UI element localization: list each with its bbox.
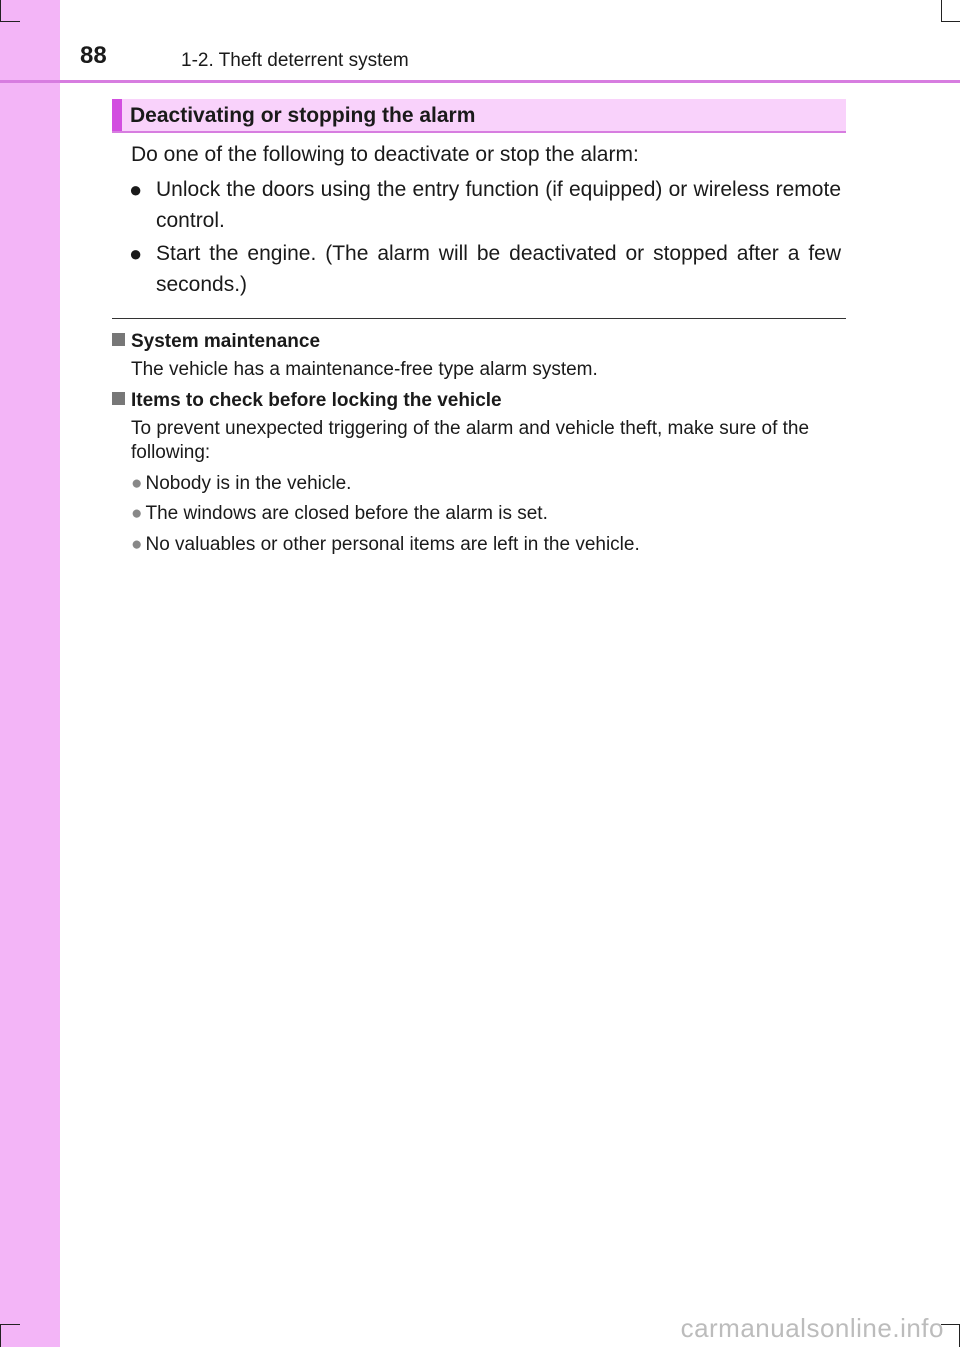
- bullet-icon: ●: [129, 177, 143, 202]
- note-text-maintenance: The vehicle has a maintenance-free type alarm system.: [131, 359, 598, 380]
- bullet-icon: ●: [131, 503, 143, 524]
- list-item-text: No valuables or other personal items are left in the vehicle.: [145, 534, 640, 555]
- list-item: [131, 534, 640, 556]
- list-item: [131, 503, 548, 525]
- note-heading-checks: [112, 390, 502, 412]
- list-item-text: Nobody is in the vehicle.: [145, 473, 352, 494]
- crop-mark: [0, 1324, 20, 1325]
- crop-mark: [941, 21, 960, 22]
- crop-mark: [0, 0, 1, 22]
- list-item: [129, 238, 841, 300]
- section-header: [112, 99, 846, 133]
- note-heading-text: System maintenance: [131, 331, 321, 352]
- list-item: [129, 174, 841, 236]
- note-heading-text: Items to check before locking the vehicle: [131, 390, 502, 411]
- list-item-text: Unlock the doors using the entry function (if equipped) or wireless remote control.: [156, 178, 841, 232]
- running-head: 1-2. Theft deterrent system: [181, 50, 409, 71]
- header-rule: [0, 80, 960, 83]
- section-title: Deactivating or stopping the alarm: [130, 104, 476, 127]
- bullet-icon: ●: [131, 534, 143, 555]
- section-header-accent: [112, 99, 122, 131]
- crop-mark: [0, 1324, 1, 1347]
- bullet-icon: ●: [129, 241, 143, 266]
- list-item: [131, 473, 351, 495]
- list-item-text: The windows are closed before the alarm is set.: [145, 503, 548, 524]
- page-header: [0, 0, 960, 82]
- note-text-checks: To prevent unexpected triggering of the alarm and vehicle theft, make sure of the following:: [131, 418, 810, 463]
- square-bullet-icon: [112, 392, 125, 405]
- section-divider: [112, 318, 846, 319]
- section-intro: Do one of the following to deactivate or stop the alarm:: [131, 143, 639, 166]
- watermark: carmanualsonline.info: [680, 1313, 944, 1343]
- page-number: 88: [80, 42, 107, 69]
- note-heading-maintenance: [112, 331, 320, 353]
- crop-mark: [0, 21, 20, 22]
- list-item-text: Start the engine. (The alarm will be deactivated or stopped after a few seconds.): [156, 242, 841, 296]
- bullet-icon: ●: [131, 473, 143, 494]
- square-bullet-icon: [112, 333, 125, 346]
- crop-mark: [941, 0, 942, 22]
- side-color-band: [0, 0, 60, 1347]
